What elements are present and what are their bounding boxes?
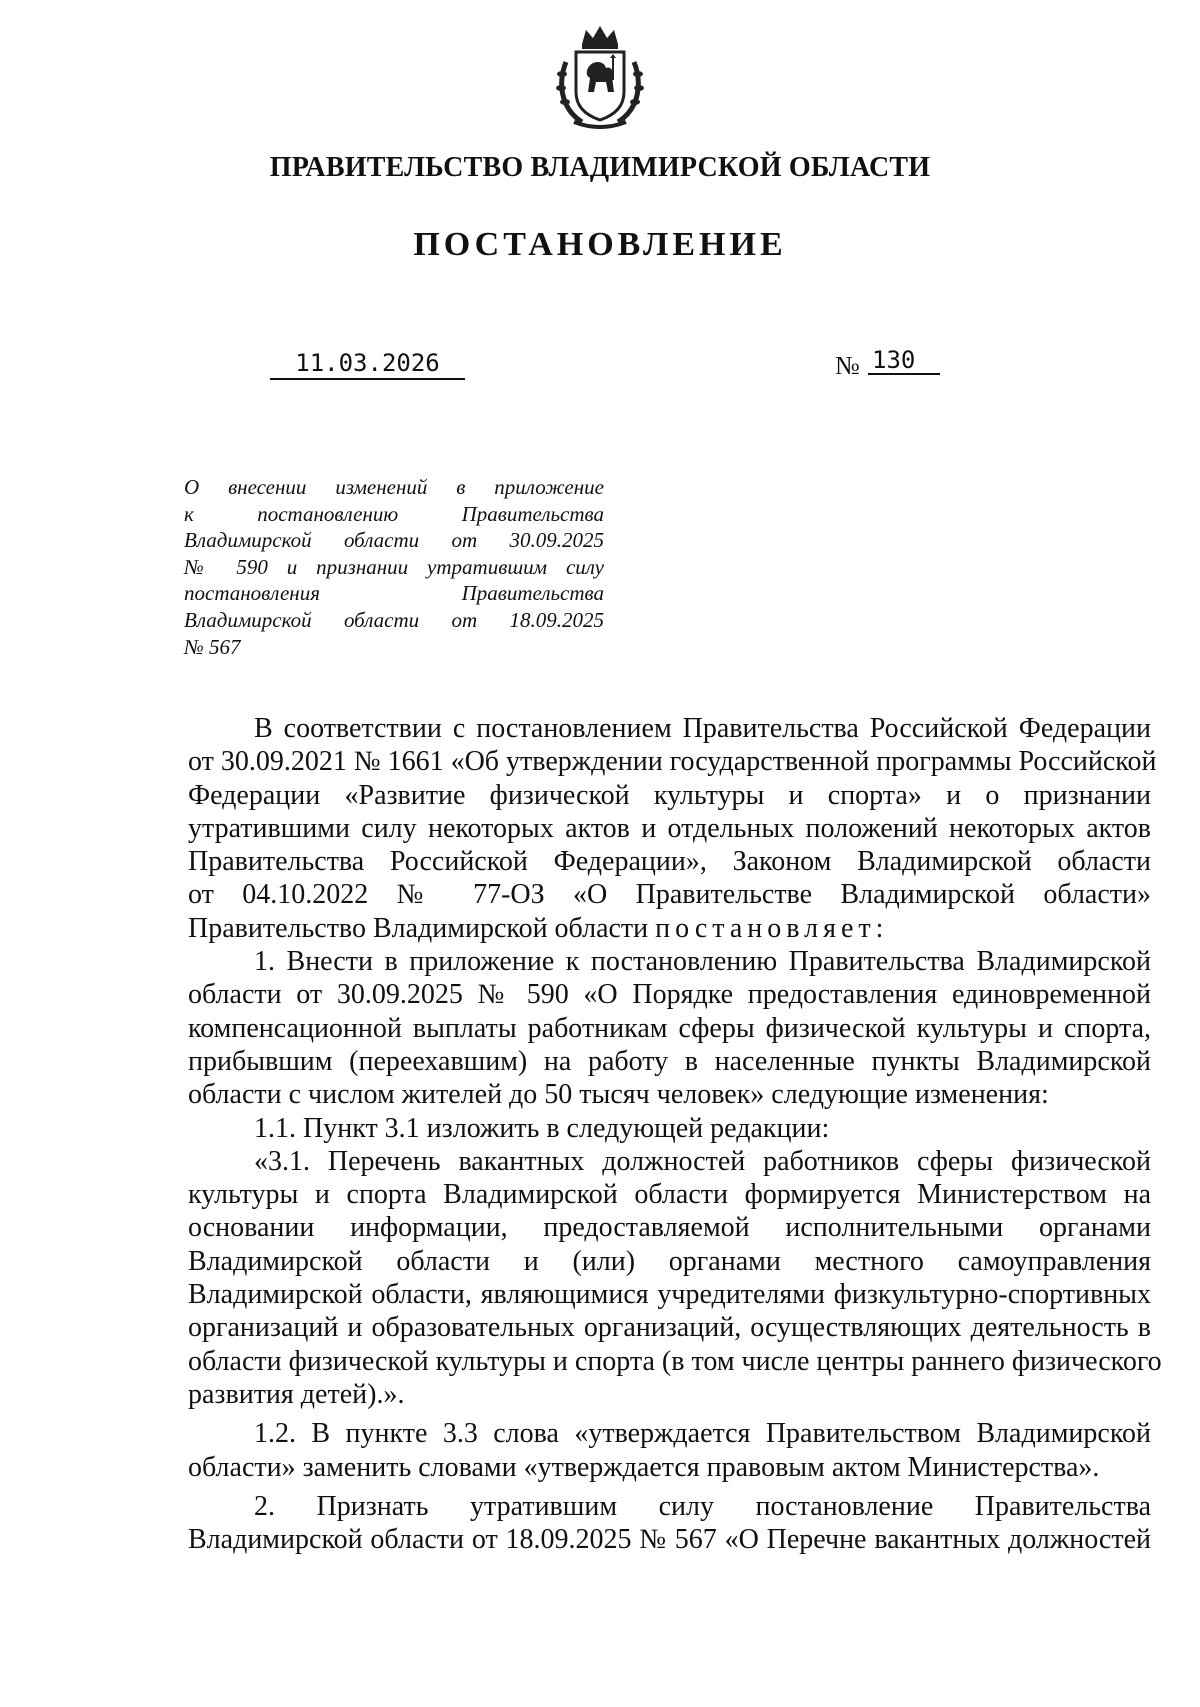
body-line: от 30.09.2021 № 1661 «Об утверждении государственной программы Российской [188, 746, 1157, 778]
resolution-prefix: Правительство Владимирской области [188, 912, 649, 944]
body-line: 1.2. В пункте 3.3 слова «утверждается Правительством Владимирской [254, 1418, 1151, 1450]
subject-line: к постановлению Правительства [184, 501, 604, 526]
body-line: Правительства Российской Федерации», Законом Владимирской области [188, 846, 1151, 878]
body-line: 1. Внести в приложение к постановлению Правительства Владимирской [254, 946, 1151, 978]
body-line: области с числом жителей до 50 тысяч человек» следующие изменения: [188, 1079, 1049, 1111]
body-line: 2. Признать утратившим силу постановление Правительства [254, 1490, 1151, 1522]
coat-of-arms-icon [552, 22, 648, 132]
body-line: Владимирской области, являющимися учредителями физкультурно-спортивных [188, 1279, 1151, 1311]
body-line: «3.1. Перечень вакантных должностей работников сферы физической [254, 1145, 1151, 1177]
body-line: утратившими силу некоторых актов и отдельных положений некоторых актов [188, 812, 1151, 844]
subject-line: постановления Правительства [184, 581, 604, 606]
body-line: прибывшим (переехавшим) на работу в населенные пункты Владимирской [188, 1045, 1151, 1077]
body-line: организаций и образовательных организаций, осуществляющих деятельность в [188, 1312, 1151, 1344]
document-date: 11.03.2026 [270, 348, 465, 380]
document-number: 130 [868, 345, 940, 375]
body-line: Владимирской области и (или) органами местного самоуправления [188, 1245, 1151, 1277]
body-line: 1.1. Пункт 3.1 изложить в следующей редакции: [254, 1112, 830, 1144]
body-line: Владимирской области от 18.09.2025 № 567 «О Перечне вакантных должностей [188, 1524, 1151, 1556]
subject-line: Владимирской области от 18.09.2025 [184, 607, 604, 632]
resolution-word: постановляет: [655, 912, 889, 944]
body-line: компенсационной выплаты работникам сферы физической культуры и спорта, [188, 1012, 1151, 1044]
body-line: основании информации, предоставляемой исполнительными органами [188, 1212, 1151, 1244]
body-line: от 04.10.2022 № 77-ОЗ «О Правительстве Владимирской области» [188, 879, 1151, 911]
document-body [188, 712, 1162, 1556]
body-line: области физической культуры и спорта (в том числе центры раннего физического [188, 1345, 1162, 1377]
subject-line: О внесении изменений в приложение [184, 475, 604, 499]
document-subject [184, 474, 604, 660]
subject-line: № 590 и признании утратившим силу [184, 554, 604, 579]
number-sign: № [835, 351, 860, 380]
subject-line: Владимирской области от 30.09.2025 [184, 528, 604, 553]
body-line: Федерации «Развитие физической культуры и спорта» и о признании [188, 779, 1151, 811]
body-line: области от 30.09.2025 № 590 «О Порядке предоставления единовременной [188, 979, 1151, 1011]
body-line: культуры и спорта Владимирской области формируется Министерством на [188, 1179, 1151, 1211]
document-type-heading: ПОСТАНОВЛЕНИЕ [413, 226, 787, 263]
organization-title: ПРАВИТЕЛЬСТВО ВЛАДИМИРСКОЙ ОБЛАСТИ [269, 152, 931, 183]
body-line: области» заменить словами «утверждается правовым актом Министерства». [188, 1451, 1100, 1483]
subject-line: № 567 [184, 634, 241, 659]
body-line: развития детей).». [188, 1378, 405, 1410]
resolution-line [188, 912, 1151, 945]
body-line: В соответствии с постановлением Правительства Российской Федерации [254, 713, 1151, 744]
